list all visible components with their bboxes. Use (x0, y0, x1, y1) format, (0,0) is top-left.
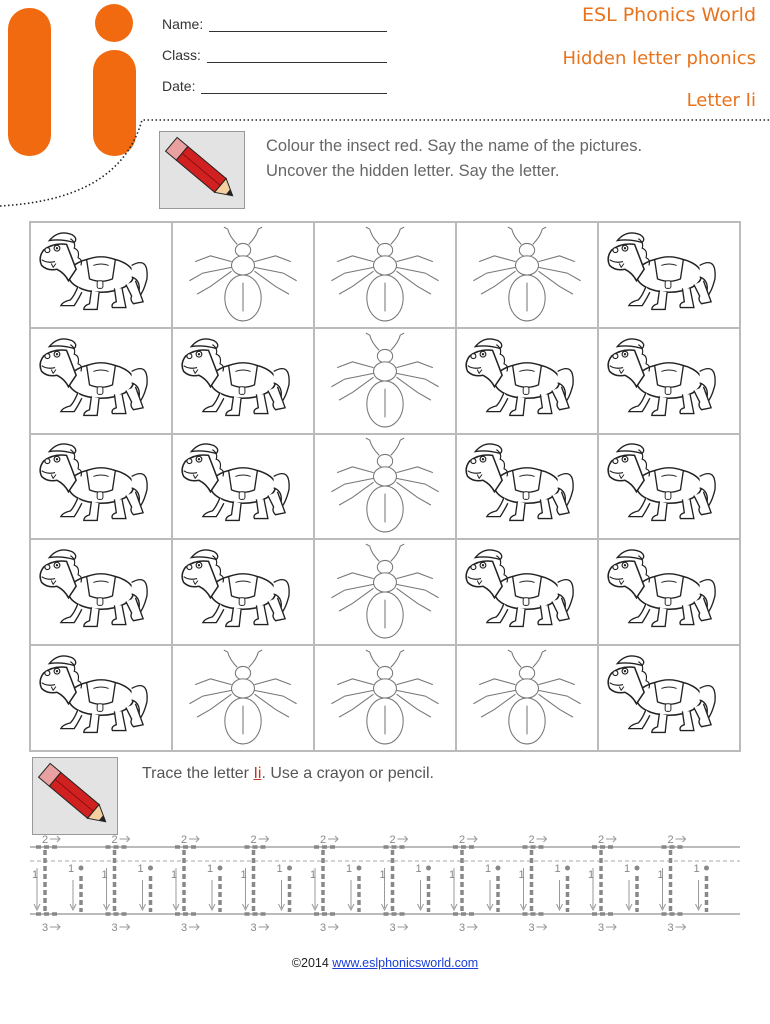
ant-cell[interactable] (456, 222, 598, 328)
site-title: ESL Phonics World (582, 4, 756, 26)
ant-cell[interactable] (314, 645, 456, 751)
horse-cell[interactable] (598, 539, 740, 645)
horse-icon (602, 648, 736, 748)
pencil-icon (159, 131, 245, 209)
horse-icon (34, 225, 168, 325)
stroke-number: 1 (240, 869, 247, 881)
stroke-number: 1 (171, 869, 178, 881)
stroke-number: 2 (528, 834, 535, 846)
horse-cell[interactable] (30, 328, 172, 434)
ant-icon (460, 225, 594, 325)
stroke-number: 1 (207, 863, 214, 875)
ant-icon (318, 331, 452, 431)
horse-cell[interactable] (172, 539, 314, 645)
stroke-number: 1 (310, 869, 317, 881)
ant-icon (318, 542, 452, 642)
ant-icon (318, 436, 452, 536)
stroke-number: 1 (415, 863, 422, 875)
ant-cell[interactable] (172, 645, 314, 751)
horse-icon (34, 436, 168, 536)
trace-letter-pair[interactable] (241, 834, 293, 934)
stroke-number: 3 (459, 922, 466, 934)
horse-icon (34, 331, 168, 431)
horse-cell[interactable] (30, 222, 172, 328)
stroke-number: 3 (181, 922, 188, 934)
copyright-text: ©2014 (291, 956, 333, 970)
trace-letter: Ii (253, 765, 262, 782)
ant-cell[interactable] (172, 222, 314, 328)
stroke-number: 2 (320, 834, 327, 846)
stroke-number: 1 (518, 869, 525, 881)
ant-cell[interactable] (456, 645, 598, 751)
horse-icon (34, 542, 168, 642)
trace-prefix: Trace the letter (142, 765, 254, 782)
name-field[interactable] (162, 16, 387, 32)
stroke-number: 2 (181, 834, 188, 846)
stroke-number: 2 (598, 834, 605, 846)
stroke-number: 1 (101, 869, 108, 881)
horse-icon (602, 225, 736, 325)
website-link[interactable]: www.eslphonicsworld.com (332, 956, 479, 970)
horse-cell[interactable] (456, 434, 598, 540)
stroke-number: 3 (598, 922, 605, 934)
picture-grid (29, 221, 741, 752)
ant-icon (460, 648, 594, 748)
ant-icon (176, 648, 310, 748)
footer (0, 956, 770, 970)
stroke-number: 1 (449, 869, 456, 881)
name-label: Name: (162, 16, 204, 32)
ant-cell[interactable] (314, 222, 456, 328)
stroke-number: 2 (250, 834, 257, 846)
horse-icon (602, 542, 736, 642)
stroke-number: 1 (624, 863, 631, 875)
stroke-number: 1 (693, 863, 700, 875)
horse-icon (602, 436, 736, 536)
stroke-number: 1 (485, 863, 492, 875)
stroke-number: 1 (588, 869, 595, 881)
stroke-number: 1 (32, 869, 39, 881)
horse-icon (34, 648, 168, 748)
horse-cell[interactable] (172, 328, 314, 434)
horse-icon (460, 542, 594, 642)
trace-instruction (142, 765, 434, 783)
horse-cell[interactable] (456, 328, 598, 434)
trace-letter-pair[interactable] (102, 834, 154, 934)
horse-cell[interactable] (30, 539, 172, 645)
ant-icon (318, 225, 452, 325)
stroke-number: 3 (111, 922, 118, 934)
ant-cell[interactable] (314, 434, 456, 540)
horse-cell[interactable] (598, 645, 740, 751)
class-label: Class: (162, 47, 201, 63)
horse-icon (460, 331, 594, 431)
stroke-number: 1 (68, 863, 75, 875)
stroke-number: 3 (320, 922, 327, 934)
tracing-row[interactable] (0, 828, 770, 938)
instructions (266, 134, 642, 184)
stroke-number: 1 (657, 869, 664, 881)
instruction-line-1: Colour the insect red. Say the name of the pictures. (266, 137, 643, 155)
trace-letter-pair[interactable] (171, 834, 223, 934)
trace-letter-pair[interactable] (380, 834, 432, 934)
worksheet-title: Hidden letter phonics (562, 48, 756, 69)
stroke-number: 1 (137, 863, 144, 875)
ant-cell[interactable] (314, 539, 456, 645)
stroke-number: 2 (389, 834, 396, 846)
horse-icon (602, 331, 736, 431)
horse-cell[interactable] (598, 222, 740, 328)
trace-letter-pair[interactable] (519, 834, 571, 934)
date-label: Date: (162, 78, 196, 94)
ant-icon (176, 225, 310, 325)
horse-cell[interactable] (598, 328, 740, 434)
stroke-number: 3 (528, 922, 535, 934)
trace-letter-pair[interactable] (32, 834, 84, 934)
trace-letter-pair[interactable] (449, 834, 501, 934)
ant-cell[interactable] (314, 328, 456, 434)
stroke-number: 1 (346, 863, 353, 875)
horse-icon (176, 436, 310, 536)
stroke-number: 2 (42, 834, 49, 846)
horse-cell[interactable] (30, 434, 172, 540)
trace-letter-pair[interactable] (310, 834, 362, 934)
ant-icon (318, 648, 452, 748)
class-field[interactable] (162, 47, 387, 63)
stroke-number: 2 (111, 834, 118, 846)
stroke-number: 1 (276, 863, 283, 875)
stroke-number: 1 (554, 863, 561, 875)
horse-icon (176, 331, 310, 431)
horse-icon (460, 436, 594, 536)
letter-title: Letter Ii (686, 90, 756, 111)
instruction-line-2: Uncover the hidden letter. Say the letter. (266, 162, 560, 180)
stroke-number: 2 (459, 834, 466, 846)
trace-letter-pair[interactable] (588, 834, 640, 934)
horse-cell[interactable] (172, 434, 314, 540)
stroke-number: 3 (667, 922, 674, 934)
trace-suffix: . Use a crayon or pencil. (261, 765, 434, 782)
stroke-number: 3 (42, 922, 49, 934)
stroke-number: 1 (379, 869, 386, 881)
date-field[interactable] (162, 78, 387, 94)
horse-cell[interactable] (30, 645, 172, 751)
stroke-number: 3 (389, 922, 396, 934)
horse-icon (176, 542, 310, 642)
trace-letter-pair[interactable] (658, 834, 710, 934)
stroke-number: 3 (250, 922, 257, 934)
pencil-icon-2 (32, 757, 118, 835)
stroke-number: 2 (667, 834, 674, 846)
horse-cell[interactable] (598, 434, 740, 540)
horse-cell[interactable] (456, 539, 598, 645)
